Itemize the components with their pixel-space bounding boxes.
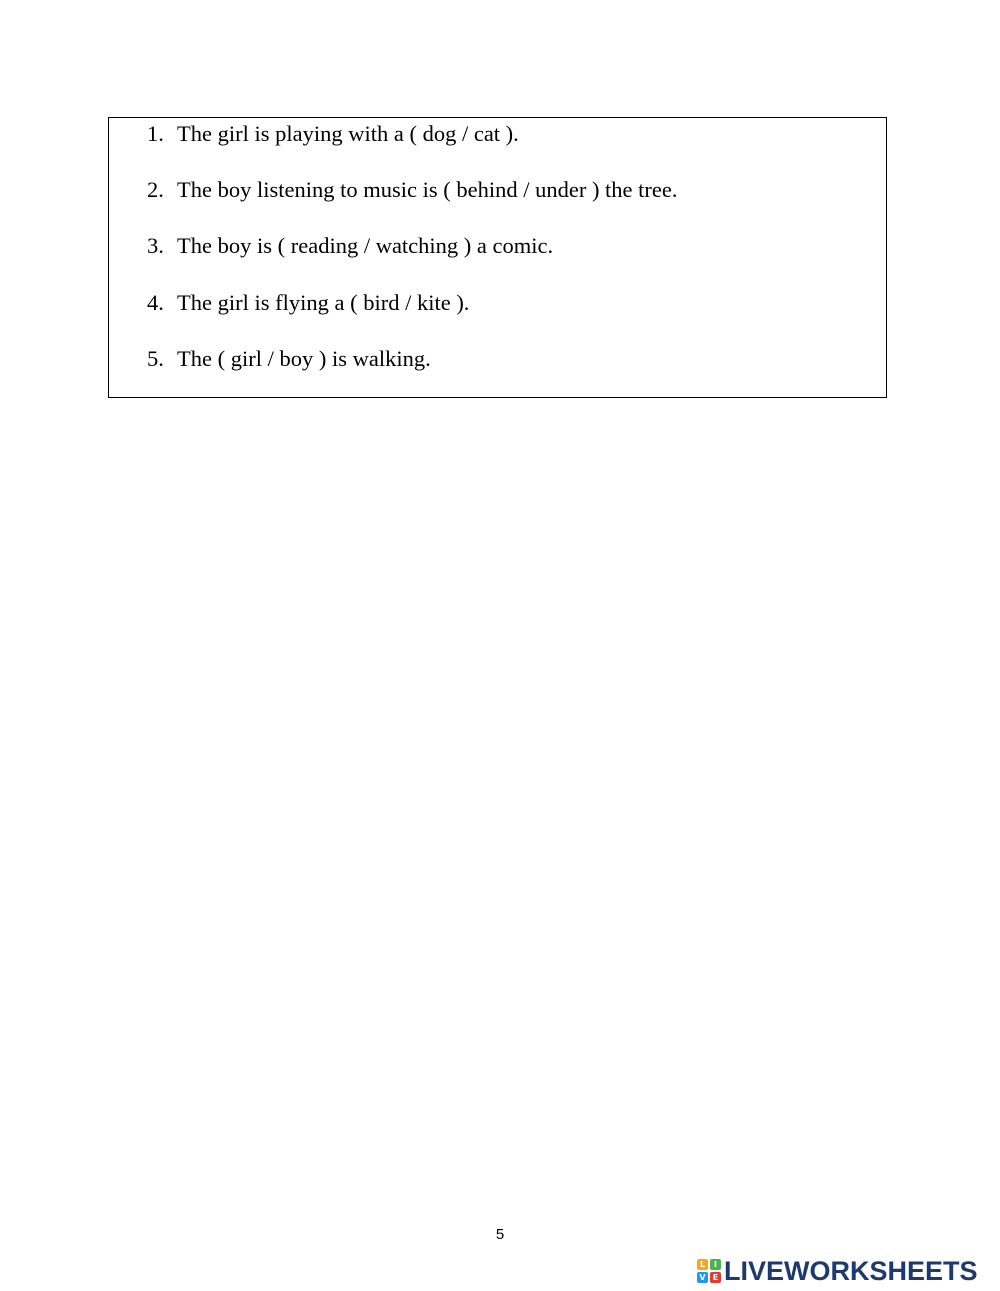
question-text: The girl is playing with a ( dog / cat ). bbox=[177, 121, 519, 146]
logo-wordmark: LIVEWORKSHEETS bbox=[724, 1256, 978, 1286]
question-number: 4. bbox=[147, 290, 164, 315]
page-number: 5 bbox=[495, 1226, 505, 1243]
question-number: 5. bbox=[147, 346, 164, 371]
question-item-2 bbox=[147, 175, 678, 205]
question-text: The ( girl / boy ) is walking. bbox=[177, 346, 431, 371]
question-box bbox=[108, 117, 887, 398]
logo-tile-i: I bbox=[710, 1259, 721, 1270]
question-item-1 bbox=[147, 119, 519, 149]
question-item-5 bbox=[147, 344, 431, 374]
logo-tile-e: E bbox=[710, 1272, 721, 1283]
liveworksheets-logo bbox=[697, 1256, 978, 1286]
question-text: The boy listening to music is ( behind / under ) the tree. bbox=[177, 177, 678, 202]
question-item-3 bbox=[147, 231, 553, 261]
question-number: 2. bbox=[147, 177, 164, 202]
logo-tile-l: L bbox=[697, 1259, 708, 1270]
question-text: The boy is ( reading / watching ) a comic. bbox=[177, 233, 554, 258]
question-number: 1. bbox=[147, 121, 164, 146]
logo-tiles-icon bbox=[697, 1259, 721, 1283]
question-item-4 bbox=[147, 288, 469, 318]
question-number: 3. bbox=[147, 233, 164, 258]
logo-tile-v: V bbox=[697, 1272, 708, 1283]
question-text: The girl is flying a ( bird / kite ). bbox=[177, 290, 470, 315]
